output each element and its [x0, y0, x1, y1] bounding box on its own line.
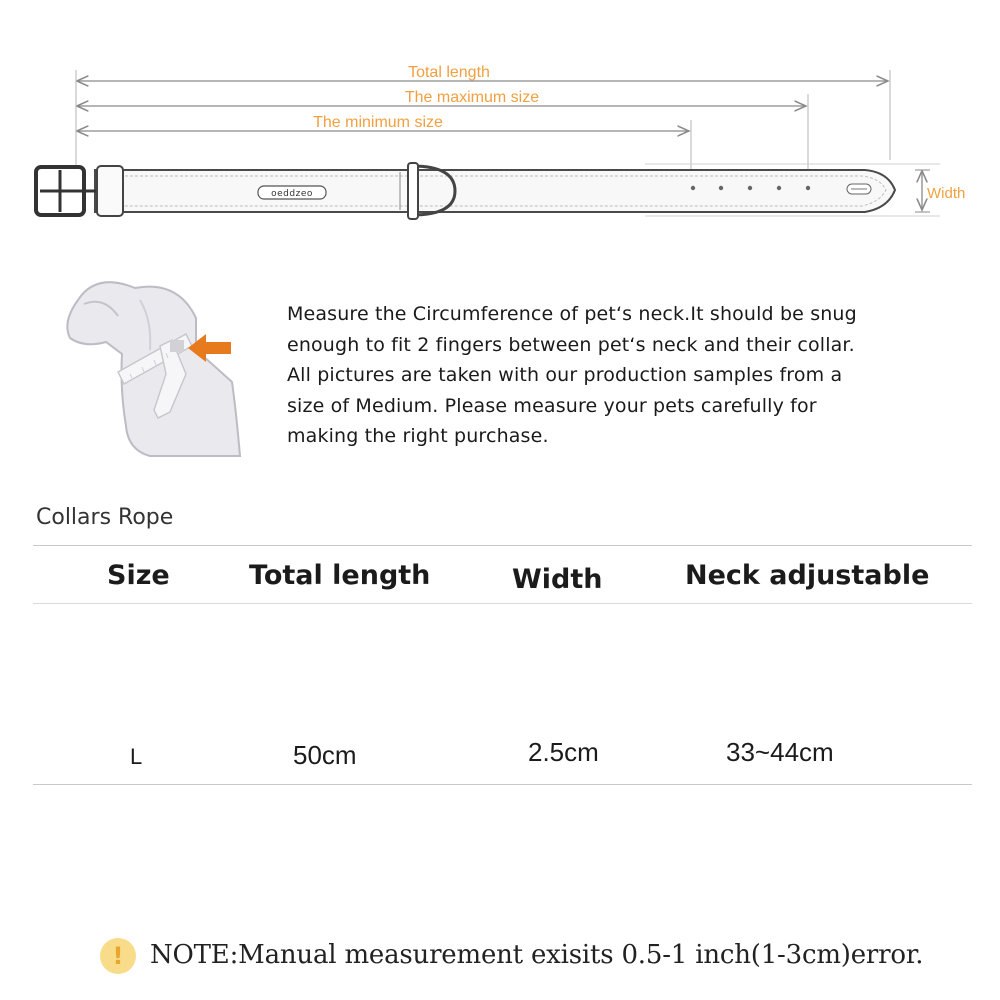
measurement-instructions: [287, 299, 947, 452]
minimum-size-label: The minimum size: [313, 114, 443, 131]
collar-tag-text: oeddzeo: [271, 189, 313, 199]
strap-end-logo: [847, 184, 871, 194]
total-length-label: Total length: [408, 64, 490, 81]
cell-width: 2.5cm: [528, 737, 599, 767]
collar-strap: [95, 164, 940, 216]
cell-neck-adjustable: 33~44cm: [726, 737, 834, 767]
header-neck-adjustable: Neck adjustable: [685, 560, 930, 591]
instruction-line: making the right purchase.: [287, 425, 549, 447]
table-bottom-rule: [33, 784, 972, 785]
instruction-line: Measure the Circumference of pet‘s neck.It should be snug: [287, 303, 857, 325]
table-top-rule: [33, 545, 972, 546]
instruction-line: enough to fit 2 fingers between pet‘s neck and their collar.: [287, 333, 855, 356]
exclamation-icon: !: [100, 938, 136, 974]
table-title: Collars Rope: [36, 505, 174, 530]
header-width: Width: [512, 564, 603, 595]
header-size: Size: [107, 560, 170, 591]
cell-size: L: [130, 744, 143, 769]
header-divider: [33, 603, 972, 604]
header-total-length: Total length: [249, 560, 431, 591]
buckle-icon: [36, 167, 100, 215]
maximum-size-label: The maximum size: [404, 89, 540, 106]
width-label: Width: [927, 185, 966, 202]
instruction-line: size of Medium. Please measure your pets carefully for: [287, 394, 817, 417]
note-text: NOTE:Manual measurement exisits 0.5-1 inch(1-3cm)error.: [150, 940, 924, 970]
collar-tag: [258, 186, 326, 199]
keeper-loop: [97, 166, 123, 216]
cell-total-length: 50cm: [293, 740, 357, 770]
instruction-line: All pictures are taken with our production samples from a: [287, 364, 843, 386]
dog-neck-illustration: [67, 282, 240, 456]
